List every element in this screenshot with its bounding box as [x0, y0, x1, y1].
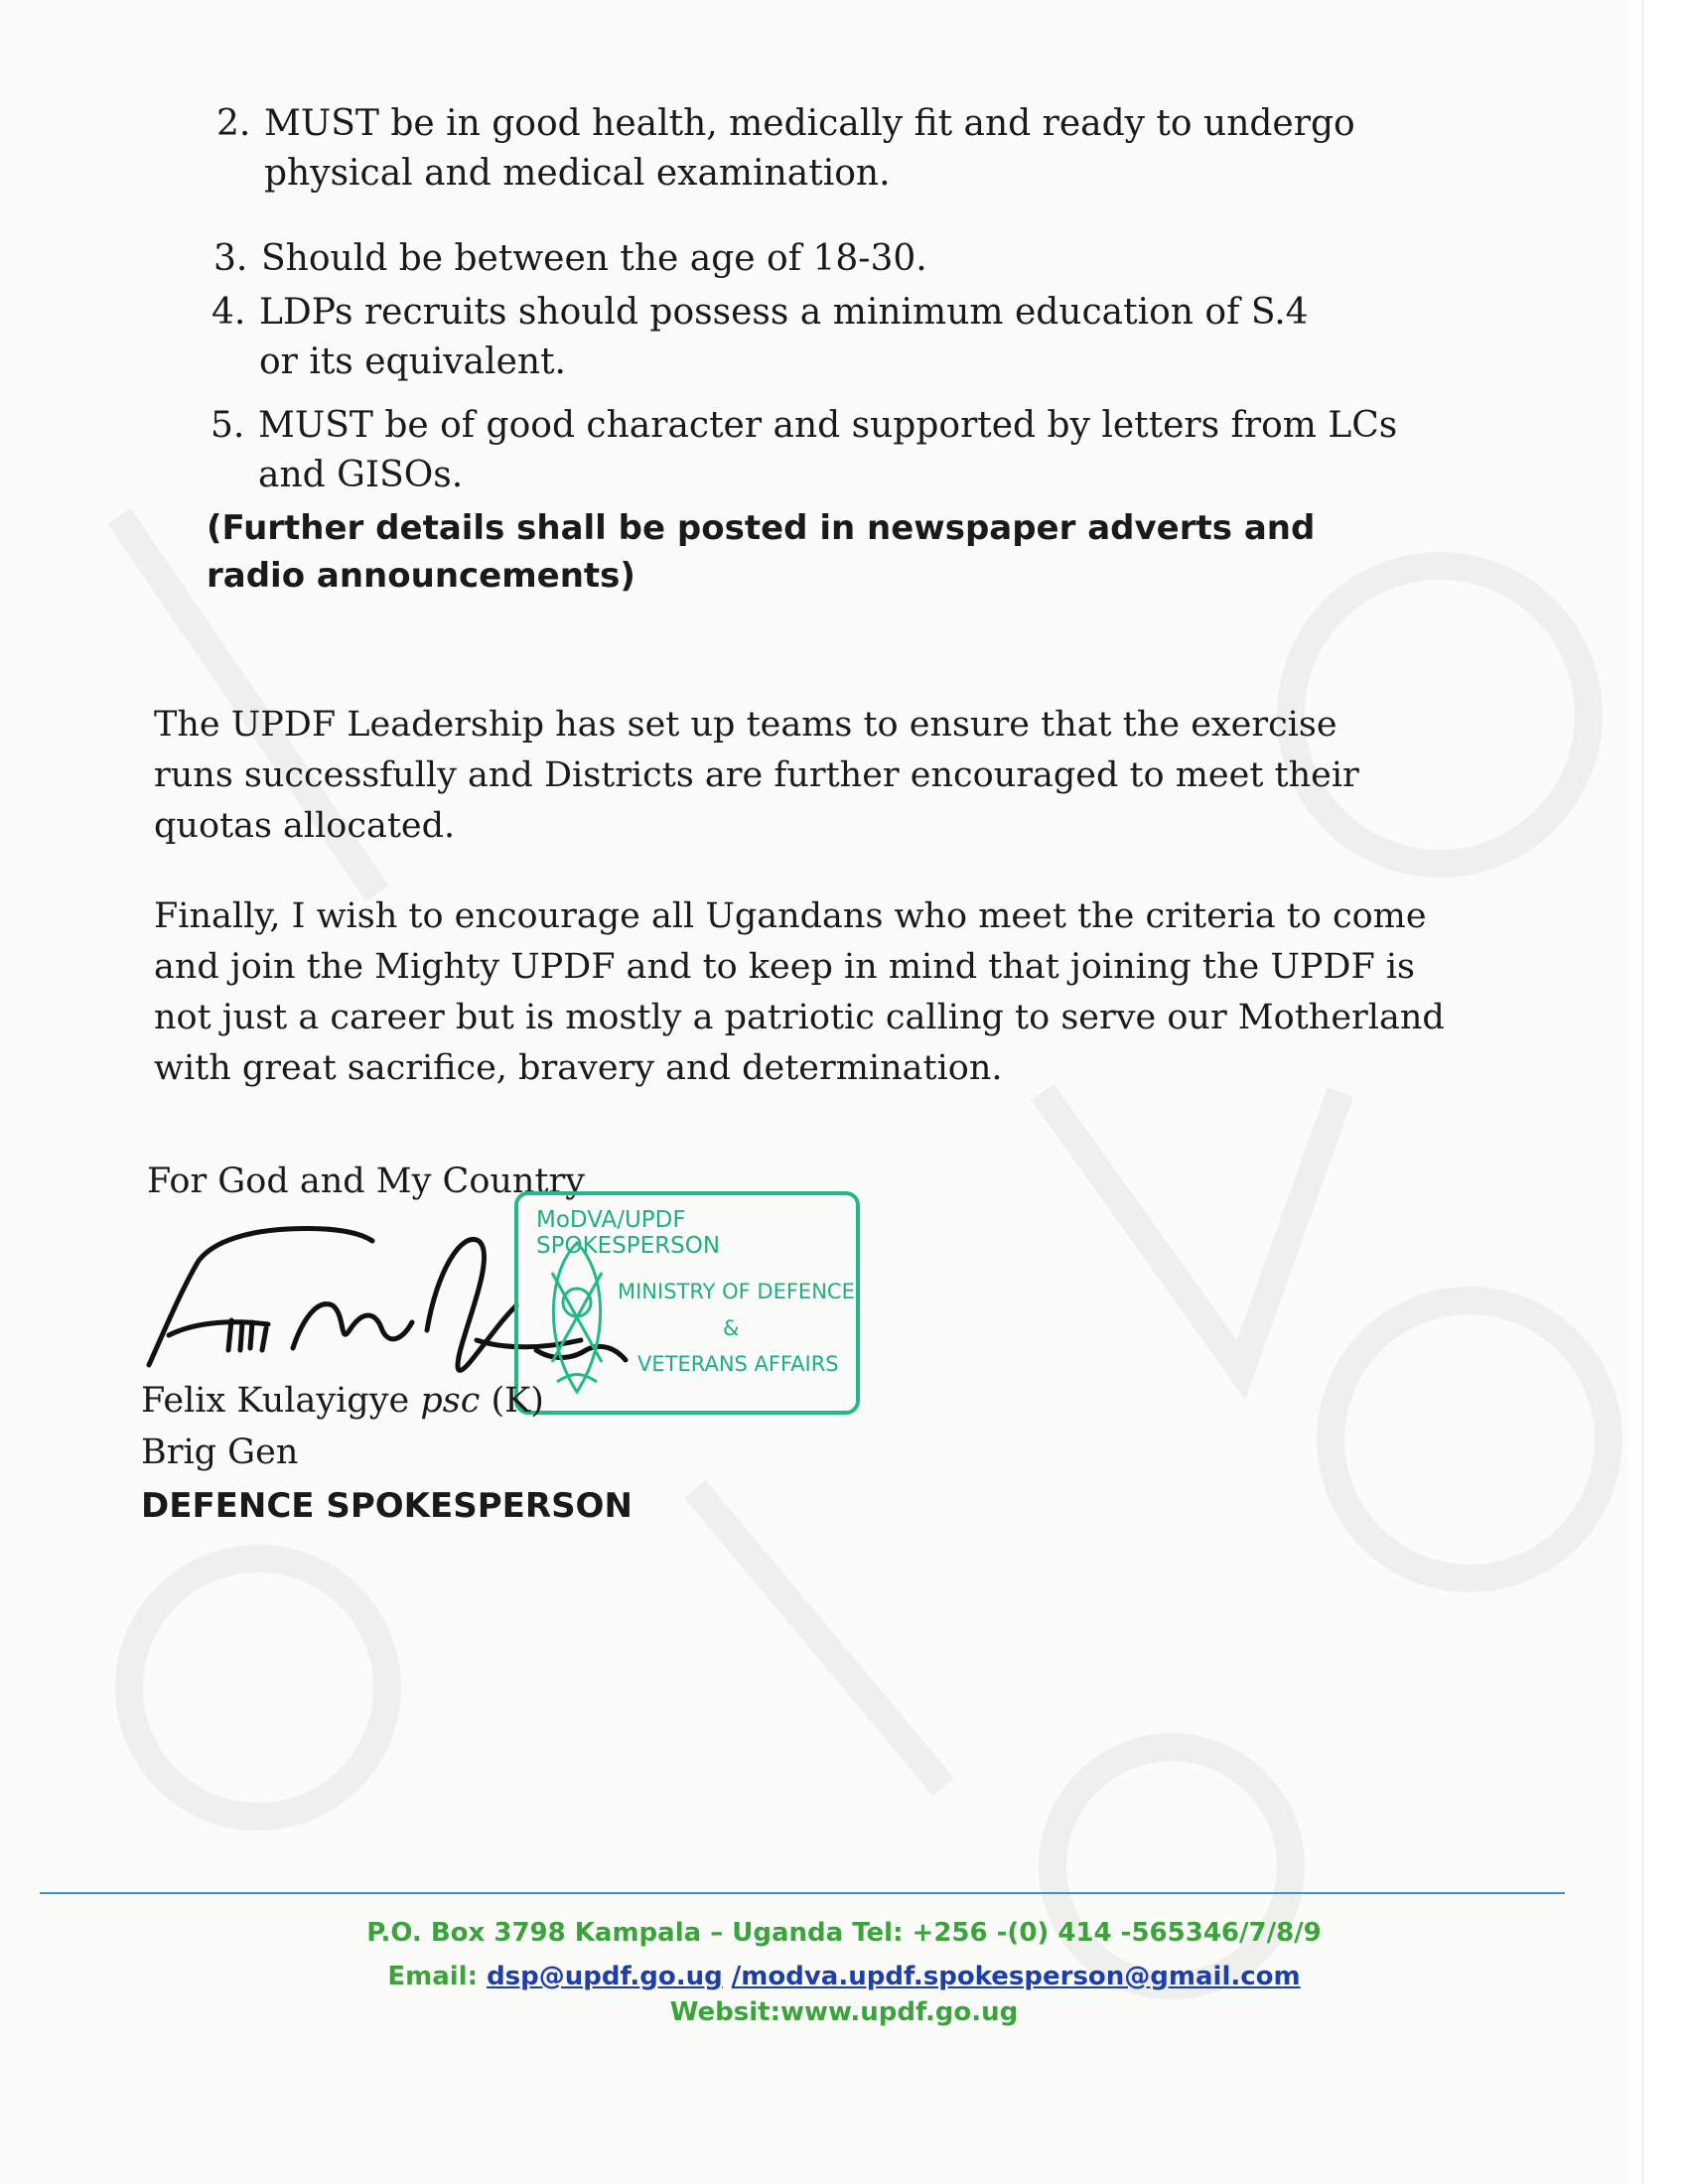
stamp-line: MINISTRY OF DEFENCE: [618, 1280, 855, 1303]
signatory-title: DEFENCE SPOKESPERSON: [141, 1486, 633, 1526]
list-item-text: Should be between the age of 18-30.: [261, 238, 927, 279]
signatory-qualification: psc: [420, 1381, 481, 1421]
closing-line: For God and My Country: [147, 1161, 586, 1201]
signatory-name-line: [141, 1376, 544, 1426]
stamp-line: MoDVA/UPDF SPOKESPERSON: [536, 1207, 721, 1259]
footer-email-line: [0, 1962, 1688, 1991]
footer-divider: [40, 1892, 1565, 1894]
stamp-line: &: [723, 1316, 740, 1340]
coat-of-arms-icon: [532, 1233, 622, 1402]
footer-website: Websit:www.updf.go.ug: [669, 1997, 1019, 2027]
list-item-text: MUST be in good health, medically fit and ready to undergo physical and medical examination.: [264, 103, 1355, 194]
list-item-number: 2.: [216, 103, 251, 144]
further-details-note: (Further details shall be posted in newspaper adverts and radio announcements): [207, 508, 1316, 596]
page-edge: [1628, 0, 1688, 2184]
signatory-name: Felix Kulayigye: [141, 1381, 410, 1421]
footer-email-label: Email:: [387, 1962, 478, 1991]
list-item-number: 5.: [211, 405, 245, 446]
footer-address: P.O. Box 3798 Kampala – Uganda Tel: +256 -(0) 414 -565346/7/8/9: [366, 1918, 1322, 1948]
page-edge-line: [1642, 0, 1643, 2184]
official-stamp: [514, 1191, 860, 1415]
signatory-suffix: (K): [491, 1381, 544, 1421]
footer-email-link-primary[interactable]: dsp@updf.go.ug: [487, 1962, 723, 1991]
signatory-rank: Brig Gen: [141, 1433, 299, 1472]
list-item-text: LDPs recruits should possess a minimum education of S.4 or its equivalent.: [259, 292, 1309, 382]
footer-email-link-secondary[interactable]: /modva.updf.spokesperson@gmail.com: [731, 1962, 1301, 1991]
list-item-number: 4.: [211, 292, 246, 333]
list-item-text: MUST be of good character and supported by letters from LCs and GISOs.: [258, 405, 1398, 495]
body-paragraph: Finally, I wish to encourage all Ugandans who meet the criteria to come and join the Mighty UPDF and to keep in mind that joining the UPDF is not just a career but is mostly a patriotic calling to serve our Motherland with great sacrifice, bravery and determination.: [154, 896, 1445, 1088]
stamp-line: VETERANS AFFAIRS: [637, 1352, 839, 1376]
list-item-number: 3.: [213, 238, 248, 279]
body-paragraph: The UPDF Leadership has set up teams to ensure that the exercise runs successfully and Districts are further encouraged to meet their quotas allocated.: [154, 705, 1359, 846]
